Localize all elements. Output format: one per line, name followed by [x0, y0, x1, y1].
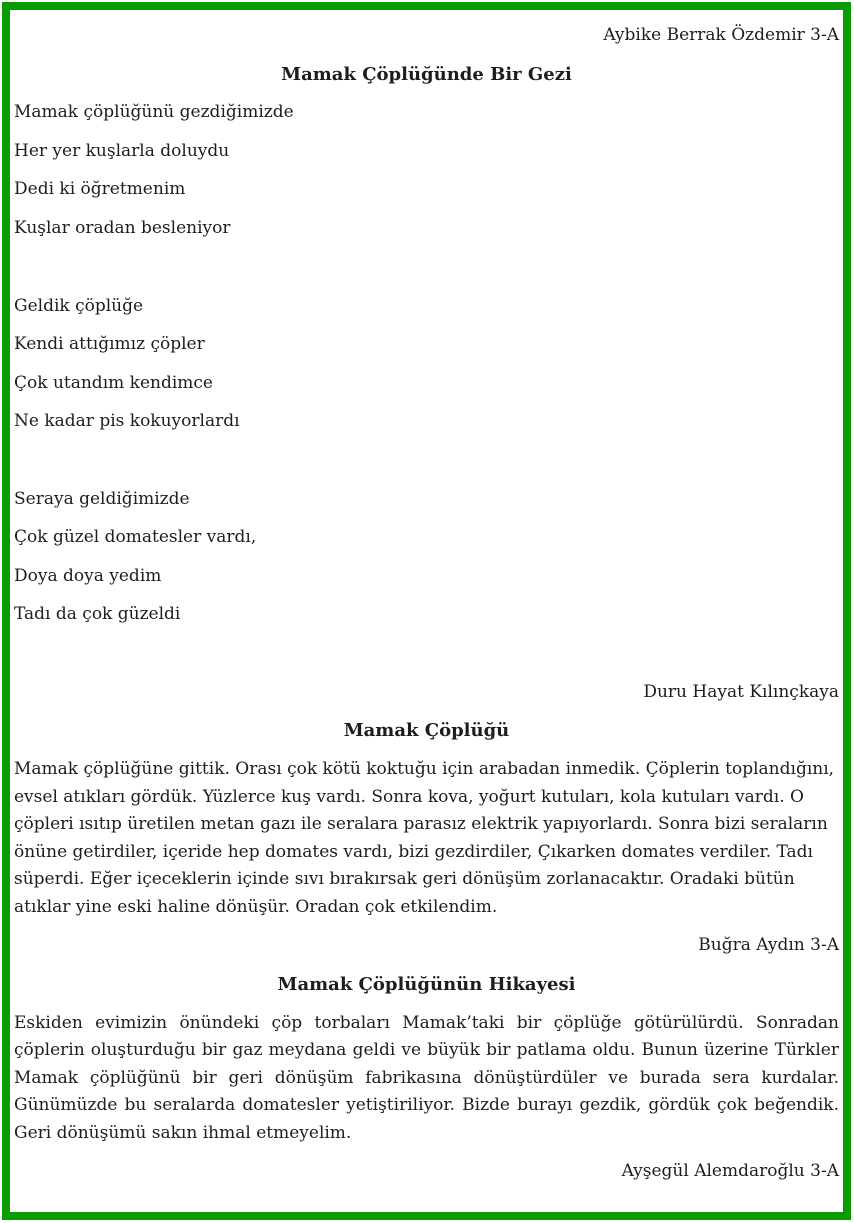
poem-line: Kuşlar oradan besleniyor	[14, 218, 231, 239]
author-signature-top: Aybike Berrak Özdemir 3-A	[603, 25, 839, 45]
poem-line: Mamak çöplüğünü gezdiğimizde	[14, 102, 294, 123]
poem-line: Çok güzel domatesler vardı,	[14, 527, 257, 548]
poem-stanza-3	[14, 486, 839, 629]
poem-stanza-1	[14, 99, 839, 242]
essay1-body: Mamak çöplüğüne gittik. Orası çok kötü koktuğu için arabadan inmedik. Çöplerin toplandığını, evsel atıkları gördük. Yüzlerce kuş vardı. Sonra kova, yoğurt kutuları, kola kutuları vardı. O çöpleri ısıtıp üretilen metan gazı ile seralara parasız elektrik yapıyorlardı. Sonra bizi seraların önüne getirdiler, içeride hep domates vardı, bizi gezdirdiler, Çıkarken domates verdiler. Tadı süperdi. Eğer içeceklerin içinde sıvı bırakırsak geri dönüşüm zorlanacaktır. Oradaki bütün atıklar yine eski haline dönüşür. Oradan çok etkilendim.	[14, 759, 835, 917]
poem-author-signature: Duru Hayat Kılınçkaya	[643, 681, 839, 702]
page-frame	[2, 2, 851, 1220]
essay2-author-signature: Ayşegül Alemdaroğlu 3-A	[621, 1161, 839, 1182]
poem-line: Kendi attığımız çöpler	[14, 334, 205, 355]
poem-line: Tadı da çok güzeldi	[14, 604, 181, 625]
poem-line: Dedi ki öğretmenim	[14, 179, 186, 200]
poem-line: Her yer kuşlarla doluydu	[14, 140, 230, 161]
essay2-title: Mamak Çöplüğünün Hikayesi	[277, 973, 576, 995]
essay1-author-signature: Buğra Aydın 3-A	[698, 935, 839, 956]
poem-line: Çok utandım kendimce	[14, 372, 213, 393]
poem-line: Seraya geldiğimizde	[14, 488, 190, 509]
poem-line: Geldik çöplüğe	[14, 295, 144, 316]
poem-stanza-2	[14, 293, 839, 436]
poem-title: Mamak Çöplüğünde Bir Gezi	[281, 63, 572, 85]
essay1-title: Mamak Çöplüğü	[343, 720, 510, 742]
poem-line: Doya doya yedim	[14, 565, 162, 586]
poem-line: Ne kadar pis kokuyorlardı	[14, 411, 240, 432]
essay2-body: Eskiden evimizin önündeki çöp torbaları Mamak’taki bir çöplüğe götürülürdü. Sonradan çöplerin oluşturduğu bir gaz meydana geldi ve büyük bir patlama oldu. Bunun üzerine Türkler Mamak çöplüğünü bir geri dönüşüm fabrikasına dönüştürdüler ve burada sera kurdalar. Günümüzde bu seralarda domatesler yetiştiriliyor. Bizde burayı gezdik, gördük çok beğendik. Geri dönüşümü sakın ihmal etmeyelim.	[14, 1012, 839, 1143]
